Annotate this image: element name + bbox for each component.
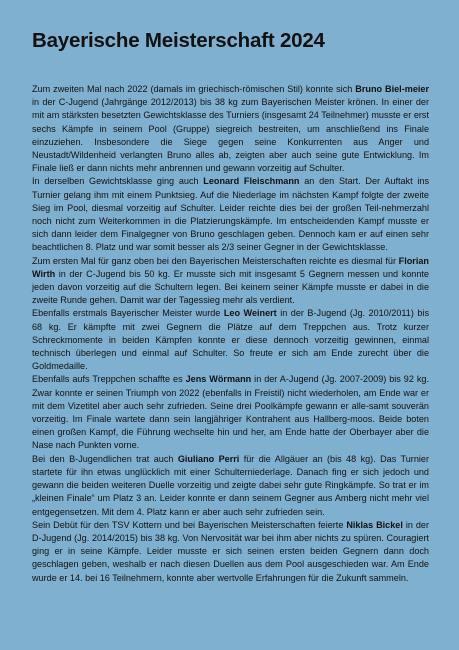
article-paragraph [32,453,429,519]
paragraph-text: in der A-Jugend (Jg. 2007-2009) bis 92 kg. Zwar konnte er seinen Triumph von 2022 (ebenfalls in Freistil) nicht wiederholen, am Ende war er mit dem Vizetitel aber auch sehr zufrieden. Seine drei Poolkämpfe gewann er alle-samt souverän vorzeitig. Im Finale wartete dann sein langjähriger Kontrahent aus Hallberg-moos. Beide boten einen großen Kampf, die Führung wechselte hin und her, am Ende hatte der Oberbayer aber die Nase nach Punkten vorne. [32,374,429,451]
paragraph-text: an den Start. Der Auftakt ins Turnier gelang ihm mit einem Punktsieg. Auf die Niederlage im nächsten Kampf folgte der zweite Sieg im Pool, diesmal vorzeitig auf Schulter. Leider reichte dies bei der großen Teil-nehmerzahl noch nicht zum Weiterkommen in die Platzierungskämpfe. Im entscheidenden Kampf musste er sich dann leider dem Finalgegner von Bruno geschlagen geben. Dennoch kam er auf einen sehr beachtlichen 8. Platz und war somit besser als 2/3 seiner Gegner in der Gewichtsklasse. [32,176,429,253]
paragraph-text: für die Allgäuer an (bis 48 kg). Das Turnier startete für ihn etwas unglücklich mit einer Schulterniederlage. Danach fing er sich jedoch und gewann die beiden weiteren Duelle vorzeitig und zeigte dabei sehr gute Ringkämpfe. So trat er im „kleinen Finale“ um Platz 3 an. Leider konnte er dann seinem Gegner aus Amberg nicht mehr viel entgegensetzen. Mit dem 4. Platz kann er aber auch sehr zufrieden sein. [32,453,429,517]
paragraph-text: in der C-Jugend (Jahrgänge 2012/2013) bis 38 kg zum Bayerischen Meister krönen. In einer der mit am stärksten besetzten Gewichtsklasse des Turniers (insgesamt 24 Teilnehmer) musste er erst sechs Kämpfe in seinem Pool (Gruppe) siegreich bestreiten, um anschließend ins Finale einzuziehen. Insbesondere die Siege gegen seine Konkurrenten aus Anger und Neustadt/Wildenheid verlangten Bruno alles ab, zeigten aber auch seine gute Entwicklung. Im Finale ließ er dann nichts mehr anbrennen und gewann vorzeitig auf Schulter. [32,97,429,174]
paragraph-text: Zum ersten Mal für ganz oben bei den Bayerischen Meisterschaften reichte es diesmal für [32,255,399,266]
athlete-name: Giuliano Perri [177,453,240,464]
paragraph-text: Ebenfalls aufs Treppchen schaffte es [32,374,186,385]
athlete-name: Leonard Fleischmann [203,176,300,187]
athlete-name: Bruno Biel-meier [355,84,429,94]
paragraph-text: in der D-Jugend (Jg. 2014/2015) bis 38 kg. Von Nervosität war bei ihm aber nichts zu spüren. Couragiert ging er in seine Kämpfe. Leider musste er sich seinen ersten beiden Gegnern dann doch geschlagen geben, weshalb er nach diesen Duellen aus dem Pool ausgeschieden war. Am Ende wurde er 14. bei 16 Teilnehmern, konnte aber wertvolle Erfahrungen für die Zukunft sammeln. [32,519,429,583]
article-body [32,83,429,585]
athlete-name: Jens Wörmann [185,374,252,385]
article-paragraph [32,175,429,254]
page-title: Bayerische Meisterschaft 2024 [32,29,325,52]
athlete-name: Niklas Bickel [346,519,403,530]
article-paragraph [32,373,429,452]
paragraph-text: Bei den B-Jugendlichen trat auch [32,453,178,464]
athlete-name: Florian Wirth [32,255,429,279]
paragraph-text: In derselben Gewichtsklasse ging auch [32,176,204,187]
article-paragraph [32,307,429,373]
article-paragraph [32,83,429,175]
athlete-name: Leo Weinert [223,308,277,319]
paragraph-text: in der B-Jugend (Jg. 2010/2011) bis 68 kg. Er kämpfte mit zwei Gegnern die Plätze auf dem Treppchen aus. Trotz kurzer Schreckmomente in beiden Kämpfen konnte er diese dennoch vorzeitig gewinnen, einmal technisch überlegen und einmal auf Schulter. So freute er sich am Ende zurecht über die Goldmedaille. [32,308,429,372]
paragraph-text: in der C-Jugend bis 50 kg. Er musste sich mit insgesamt 5 Gegnern messen und konnte jeden davon vorzeitig auf die Schultern legen. Bei keinem seiner Kämpfe musste er dabei in die zweite Runde gehen. Damit war der Tagessieg mehr als verdient. [32,268,429,306]
paragraph-text: Ebenfalls erstmals Bayerischer Meister wurde [32,308,224,319]
paragraph-text: Sein Debüt für den TSV Kottern und bei Bayerischen Meisterschaften feierte [32,519,347,530]
paragraph-text: Zum zweiten Mal nach 2022 (damals im griechisch-römischen Stil) konnte sich [32,84,356,94]
article-paragraph [32,519,429,585]
article-paragraph [32,255,429,308]
